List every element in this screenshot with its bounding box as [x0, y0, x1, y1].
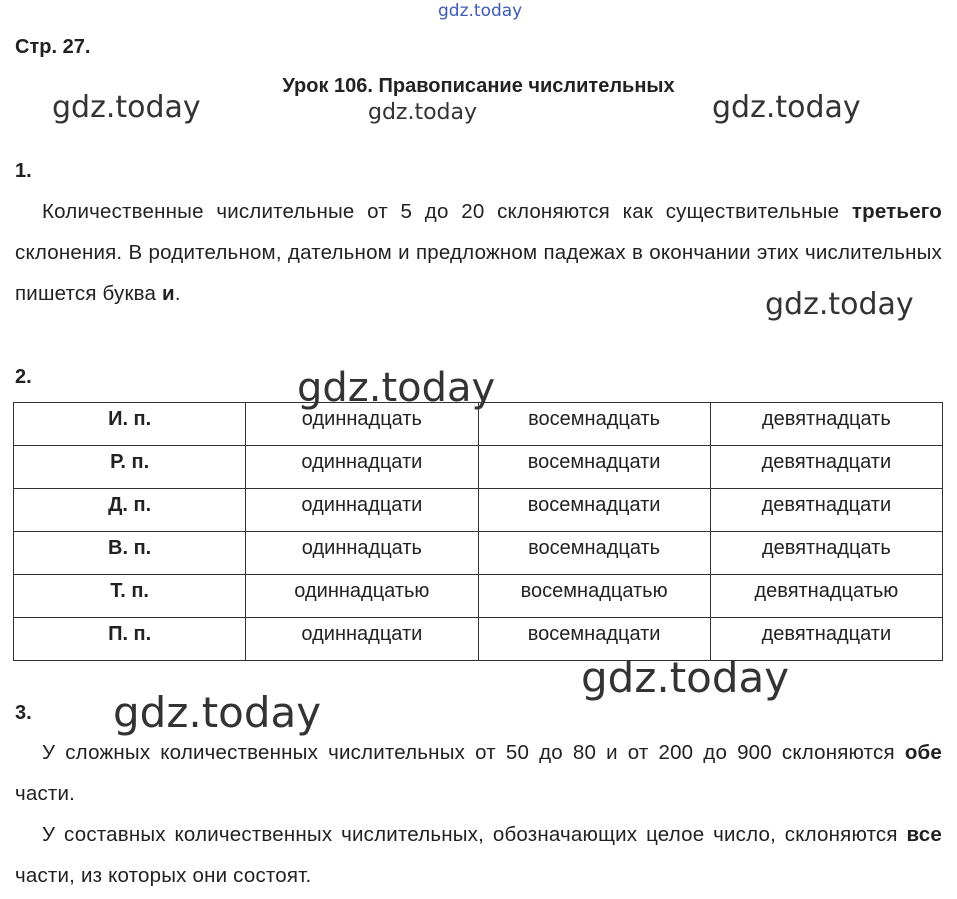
table-cell: девятнадцати [710, 446, 942, 489]
table-cell: восемнадцатью [478, 575, 710, 618]
lesson-title-text: Урок 106. Правописание числительных [282, 75, 675, 97]
table-cell: восемнадцать [478, 403, 710, 446]
watermark: gdz.today [297, 365, 496, 411]
table-cell: одиннадцать [246, 532, 478, 575]
table-cell: девятнадцати [710, 618, 942, 661]
watermark: gdz.today [368, 100, 478, 125]
case-label: Д. п. [14, 489, 246, 532]
table-cell: восемнадцати [478, 489, 710, 532]
section-3-p2-text-b: части, из которых они состоят. [15, 864, 312, 887]
section-1-text-a: Количественные числительные от 5 до 20 склоняются как существительные [42, 200, 852, 223]
section-1-paragraph [15, 191, 942, 314]
table-cell: девятнадцать [710, 532, 942, 575]
section-3-p2-bold: все [906, 823, 942, 846]
watermark: gdz.today [765, 287, 914, 322]
case-label: И. п. [14, 403, 246, 446]
watermark: gdz.today [52, 90, 201, 125]
watermark: gdz.today [712, 90, 861, 125]
section-3-p1-bold: обе [904, 741, 942, 764]
section-3-p2-text-a: У составных количественных числительных, обозначающих целое число, склоняются [42, 823, 907, 846]
table-cell: одиннадцати [246, 618, 478, 661]
section-3-paragraph-1 [15, 732, 942, 814]
table-cell: одиннадцатью [246, 575, 478, 618]
table-row [14, 446, 943, 489]
section-1-bold-b: и [162, 282, 175, 305]
section-3-p1-text-a: У сложных количественных числительных от 50 до 80 и от 200 до 900 склоняются [42, 741, 905, 764]
table-cell: девятнадцатью [710, 575, 942, 618]
section-3-number: 3. [15, 702, 32, 724]
watermark: gdz.today [113, 688, 322, 737]
section-2-number: 2. [15, 366, 32, 388]
table-row [14, 532, 943, 575]
section-3-p1-text-b: части. [15, 782, 76, 805]
table-cell: одиннадцать [246, 403, 478, 446]
page-ref: Стр. 27. [15, 36, 91, 58]
section-1-text-b: склонения. В родительном, дательном и предложном падежах в окончании этих числительных пишется буква [15, 241, 942, 305]
case-label: Р. п. [14, 446, 246, 489]
case-label: В. п. [14, 532, 246, 575]
declension-table [13, 402, 943, 661]
table-cell: девятнадцати [710, 489, 942, 532]
table-row [14, 489, 943, 532]
table-cell: одиннадцати [246, 446, 478, 489]
section-1-text-c: . [174, 282, 181, 305]
table-cell: одиннадцати [246, 489, 478, 532]
case-label: Т. п. [14, 575, 246, 618]
section-1-number: 1. [15, 160, 32, 182]
table-cell: восемнадцать [478, 532, 710, 575]
table-row [14, 618, 943, 661]
section-3-paragraph-2 [15, 814, 942, 896]
watermark-top: gdz.today [438, 1, 523, 21]
table-row [14, 575, 943, 618]
section-1-bold-a: третьего [851, 200, 942, 223]
lesson-title [0, 75, 957, 98]
table-cell: девятнадцать [710, 403, 942, 446]
case-label: П. п. [14, 618, 246, 661]
table-cell: восемнадцати [478, 618, 710, 661]
table-cell: восемнадцати [478, 446, 710, 489]
watermark: gdz.today [581, 653, 790, 702]
